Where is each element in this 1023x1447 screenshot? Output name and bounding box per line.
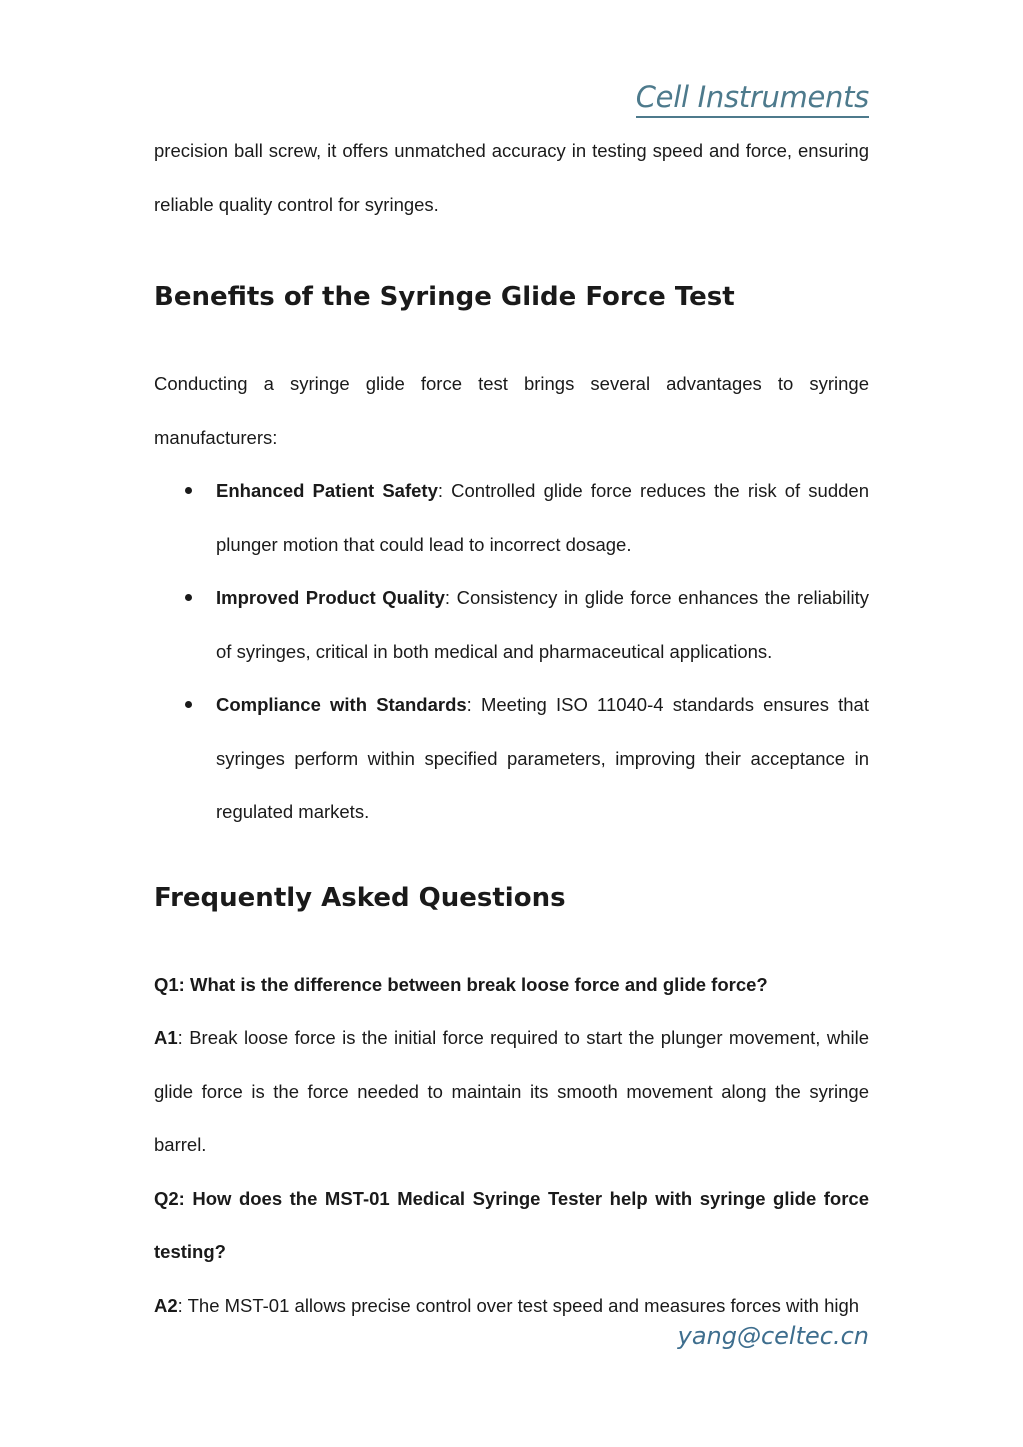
document-body: [154, 124, 869, 1332]
faq-question-1: Q1: What is the difference between break loose force and glide force?: [154, 973, 768, 995]
list-item-text: : Consistency in glide force enhances the reliability of syringes, critical in both medical and pharmaceutical applications.: [216, 587, 869, 662]
list-item-term: Compliance with Standards: [216, 694, 467, 715]
list-item: [154, 464, 869, 571]
faq-answer-1: [154, 1011, 869, 1172]
list-item: [154, 571, 869, 678]
answer-label: A1: [154, 1027, 178, 1048]
intro-paragraph: precision ball screw, it offers unmatched accuracy in testing speed and force, ensuring reliable quality control for syringes.: [154, 140, 869, 215]
list-item-term: Enhanced Patient Safety: [216, 480, 438, 501]
benefits-list: [154, 464, 869, 839]
answer-text: : The MST-01 allows precise control over test speed and measures forces with high: [177, 1294, 860, 1316]
list-item-term: Improved Product Quality: [216, 587, 445, 608]
faq-question-2: Q2: How does the MST-01 Medical Syringe Tester help with syringe glide force testing?: [154, 1187, 869, 1262]
brand-logo-text: Cell Instruments: [636, 78, 869, 118]
answer-text: : Break loose force is the initial force required to start the plunger movement, while glide force is the force needed to maintain its smooth movement along the syringe barrel.: [154, 1027, 869, 1155]
bullet-icon: [185, 487, 192, 494]
bullet-icon: [185, 701, 192, 708]
faq-heading: Frequently Asked Questions: [154, 882, 566, 913]
benefits-heading: Benefits of the Syringe Glide Force Test: [154, 282, 735, 312]
list-item-text: : Controlled glide force reduces the risk of sudden plunger motion that could lead to incorrect dosage.: [216, 480, 869, 555]
bullet-icon: [185, 594, 192, 601]
list-item: [154, 678, 869, 839]
footer-email-link[interactable]: yang@celtec.cn: [677, 1322, 869, 1350]
list-item-text: : Meeting ISO 11040-4 standards ensures that syringes perform within specified parameters, improving their acceptance in regulated markets.: [216, 694, 869, 822]
answer-label: A2: [154, 1294, 178, 1316]
benefits-lead-paragraph: Conducting a syringe glide force test brings several advantages to syringe manufacturers:: [154, 373, 869, 448]
